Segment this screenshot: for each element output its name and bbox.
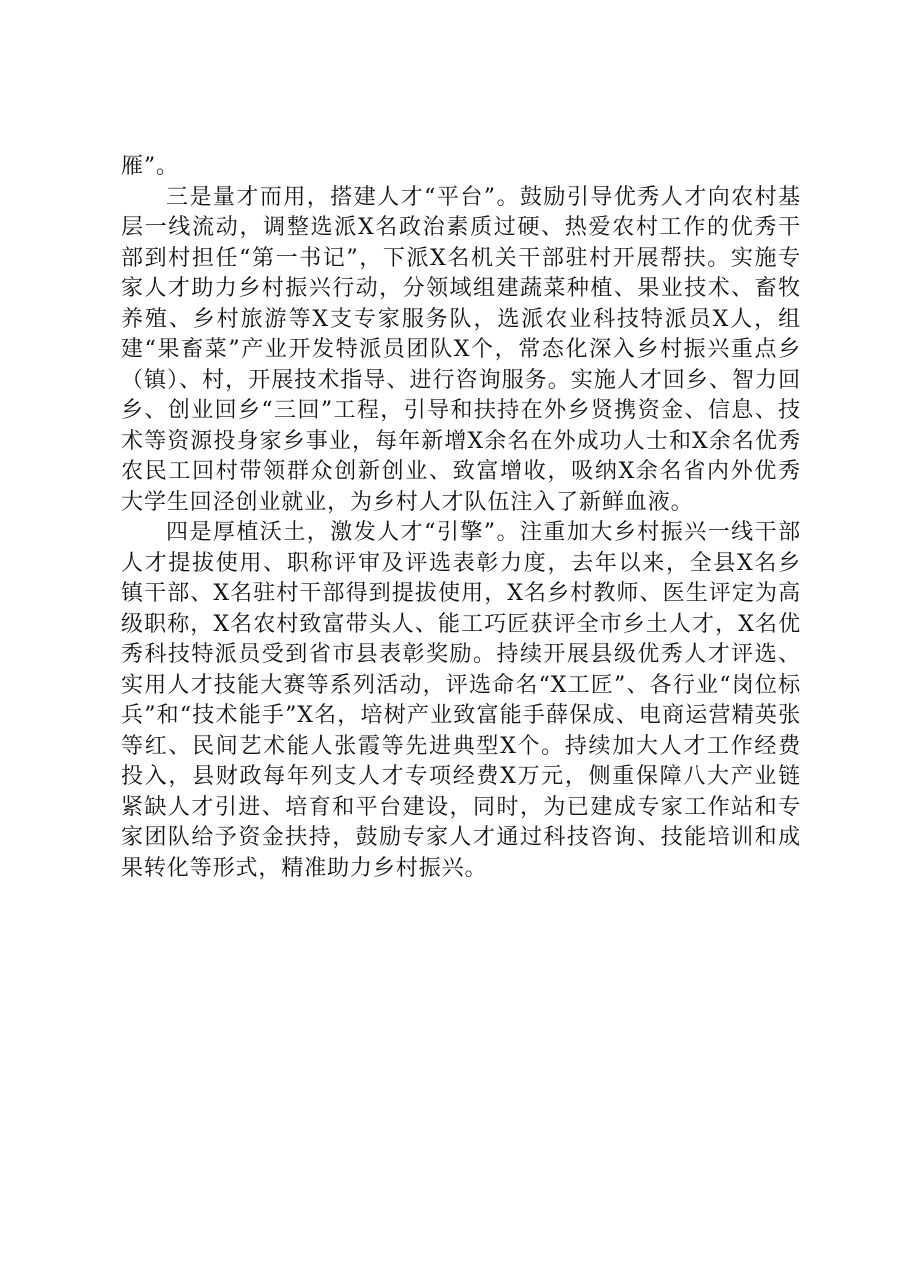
paragraph-three: 三是量才而用，搭建人才“平台”。鼓励引导优秀人才向农村基层一线流动，调整选派X名政治素质过硬、热爱农村工作的优秀干部到村担任“第一书记”，下派X名机关干部驻村开展帮扶。实施专家人才助力乡村振兴行动，分领域组建蔬菜种植、果业技术、畜牧养殖、乡村旅游等X支专家服务队，选派农业科技特派员X人，组建“果畜菜”产业开发特派员团队X个，常态化深入乡村振兴重点乡（镇）、村，开展技术指导、进行咨询服务。实施人才回乡、智力回乡、创业回乡“三回”工程，引导和扶持在外乡贤携资金、信息、技术等资源投身家乡事业，每年新增X余名在外成功人士和X余名优秀农民工回村带领群众创新创业、致富增收，吸纳X余名省内外优秀大学生回泾创业就业，为乡村人才队伍注入了新鲜血液。	[121, 184, 801, 515]
document-body	[121, 152, 801, 884]
paragraph-four: 四是厚植沃土，激发人才“引擎”。注重加大乡村振兴一线干部人才提拔使用、职称评审及评选表彰力度，去年以来，全县X名乡镇干部、X名驻村干部得到提拔使用，X名乡村教师、医生评定为高级职称，X名农村致富带头人、能工巧匠获评全市乡土人才，X名优秀科技特派员受到省市县表彰奖励。持续开展县级优秀人才评选、实用人才技能大赛等系列活动，评选命名“X工匠”、各行业“岗位标兵”和“技术能手”X名，培树产业致富能手薛保成、电商运营精英张等红、民间艺术能人张霞等先进典型X个。持续加大人才工作经费投入，县财政每年列支人才专项经费X万元，侧重保障八大产业链紧缺人才引进、培育和平台建设，同时，为已建成专家工作站和专家团队给予资金扶持，鼓励专家人才通过科技咨询、技能培训和成果转化等形式，精准助力乡村振兴。	[121, 520, 801, 881]
paragraph-continuation: 雁”。	[121, 154, 179, 179]
